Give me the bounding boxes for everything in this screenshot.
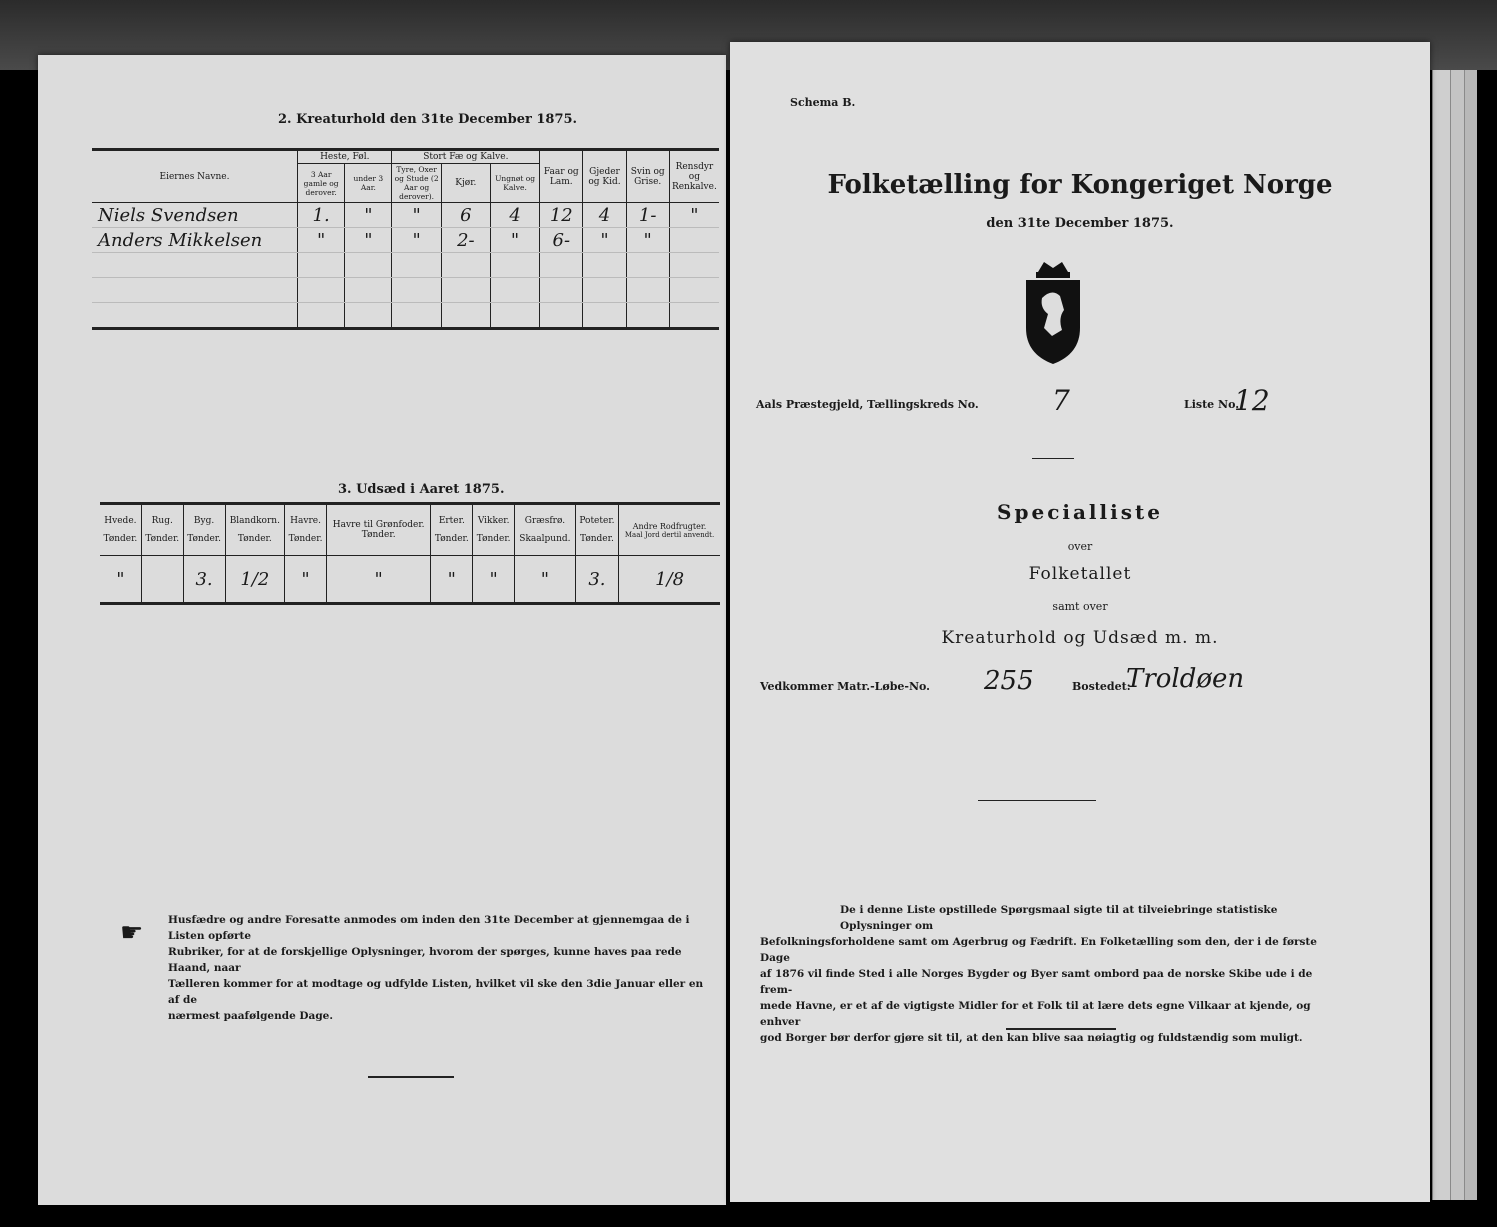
cell: "	[669, 203, 719, 228]
table-row	[92, 278, 719, 303]
sowing-table	[100, 502, 720, 605]
cell: "	[626, 228, 669, 253]
pigs-header: Svin og Grise.	[626, 150, 669, 203]
cell: "	[473, 556, 515, 604]
footer-text: De i denne Liste opstillede Spørgsmaal sigte til at tilveiebringe statistiske Oplysninger om Befolkningsforholdene samt om Agerbrug og Fædrift. En Folketælling som den, der i de første Dage af 1876 vil finde Sted i alle Norges Bygder og Byer samt ombord paa de norske Skibe ude i de frem- mede Havne, er et af de vigtigste Midler for et Folk til at lære dets egne Vilkaar at kjende, og enhver god Borger bør derfor gjøre sit til, at den kan blive saa nøiagtig og fuldstændig som muligt.	[760, 904, 1317, 1044]
horses-adult-header: 3 Aar gamle og derover.	[298, 164, 345, 203]
cell	[669, 228, 719, 253]
col-header: Blandkorn. Tønder.	[225, 504, 285, 556]
col-header: Vikker. Tønder.	[473, 504, 515, 556]
cell: 3.	[575, 556, 618, 604]
table-row	[92, 203, 719, 228]
cell: 12	[540, 203, 583, 228]
page-edge	[1432, 70, 1451, 1200]
bostedet-label: Bostedet:	[1072, 680, 1131, 693]
section2-title: 2. Kreaturhold den 31te December 1875.	[278, 112, 578, 127]
matr-value: 255	[984, 666, 1034, 696]
divider	[1032, 458, 1074, 459]
cell: "	[326, 556, 430, 604]
cell: "	[515, 556, 576, 604]
cell: "	[490, 228, 539, 253]
cows-header: Kjør.	[441, 164, 490, 203]
cell: 4	[583, 203, 626, 228]
over-label: over	[1067, 540, 1093, 553]
cell: "	[392, 203, 441, 228]
col-header: Græsfrø. Skaalpund.	[515, 504, 576, 556]
oxen-header: Tyre, Oxer og Stude (2 Aar og derover).	[392, 164, 441, 203]
col-header: Poteter. Tønder.	[575, 504, 618, 556]
owner-name: Niels Svendsen	[92, 203, 298, 228]
cell: "	[285, 556, 327, 604]
reindeer-header: Rensdyr og Renkalve.	[669, 150, 719, 203]
cell: "	[100, 556, 141, 604]
cell: "	[298, 228, 345, 253]
matr-label: Vedkommer Matr.-Løbe-No.	[760, 680, 930, 693]
document-title: Folketælling for Kongeriget Norge	[827, 170, 1333, 200]
goats-header: Gjeder og Kid.	[583, 150, 626, 203]
liste-value: 12	[1234, 384, 1270, 417]
cell: 6-	[540, 228, 583, 253]
page-edge	[1464, 70, 1477, 1200]
cell: 1.	[298, 203, 345, 228]
col-header: Byg. Tønder.	[183, 504, 225, 556]
cell: 1-	[626, 203, 669, 228]
table-row	[92, 303, 719, 329]
col-header: Havre. Tønder.	[285, 504, 327, 556]
cattle-header: Stort Fæ og Kalve.	[392, 150, 540, 164]
tellingskreds-value: 7	[1052, 384, 1070, 417]
divider	[1006, 1028, 1116, 1030]
col-header: Erter. Tønder.	[431, 504, 473, 556]
norwegian-lion-icon	[1022, 258, 1084, 366]
sheep-header: Faar og Lam.	[540, 150, 583, 203]
notice-text: Husfædre og andre Foresatte anmodes om inden den 31te December at gjennemgaa de i Listen opførte Rubriker, for at de forskjellige Oplysninger, hvorom der spørges, kunne haves paa rede Haand, naar Tælleren kommer for at modtage og udfylde Listen, hvilket vil ske den 3die Januar eller en af de nærmest paafølgende Dage.	[168, 914, 704, 1022]
owner-header: Eiernes Navne.	[92, 150, 298, 203]
col-header: Rug. Tønder.	[141, 504, 183, 556]
bostedet-value: Troldøen	[1126, 664, 1245, 694]
horses-young-header: under 3 Aar.	[345, 164, 392, 203]
cell: 2-	[441, 228, 490, 253]
kreaturhold-heading: Kreaturhold og Udsæd m. m.	[941, 628, 1219, 648]
divider	[978, 800, 1096, 801]
section3-title: 3. Udsæd i Aaret 1875.	[338, 482, 505, 497]
samt-over-label: samt over	[1052, 600, 1108, 613]
specialliste-heading: Specialliste	[997, 500, 1163, 524]
calves-header: Ungnøt og Kalve.	[490, 164, 539, 203]
table-row	[92, 253, 719, 278]
cell: 3.	[183, 556, 225, 604]
livestock-table	[92, 148, 719, 330]
table-row	[92, 228, 719, 253]
cell: "	[345, 203, 392, 228]
schema-label: Schema B.	[790, 96, 856, 109]
divider	[368, 1076, 454, 1078]
owner-name: Anders Mikkelsen	[92, 228, 298, 253]
col-header: Hvede. Tønder.	[100, 504, 141, 556]
page-edge	[1450, 70, 1465, 1200]
table-row	[100, 556, 720, 604]
horses-header: Heste, Føl.	[298, 150, 392, 164]
cell: "	[431, 556, 473, 604]
cell: "	[392, 228, 441, 253]
cell: 4	[490, 203, 539, 228]
liste-label: Liste No.	[1184, 398, 1240, 411]
document-date: den 31te December 1875.	[986, 216, 1174, 231]
col-header: Havre til Grønfoder. Tønder.	[326, 504, 430, 556]
col-header: Andre Rodfrugter. Maal Jord dertil anvendt.	[619, 504, 720, 556]
cell: 6	[441, 203, 490, 228]
folketallet-heading: Folketallet	[1028, 564, 1132, 584]
prestegjeld-label: Aals Præstegjeld, Tællingskreds No.	[756, 398, 979, 411]
cell: "	[345, 228, 392, 253]
cell: 1/8	[619, 556, 720, 604]
cell: 1/2	[225, 556, 285, 604]
cell	[141, 556, 183, 604]
pointing-hand-icon: ☛	[120, 918, 144, 948]
cell: "	[583, 228, 626, 253]
